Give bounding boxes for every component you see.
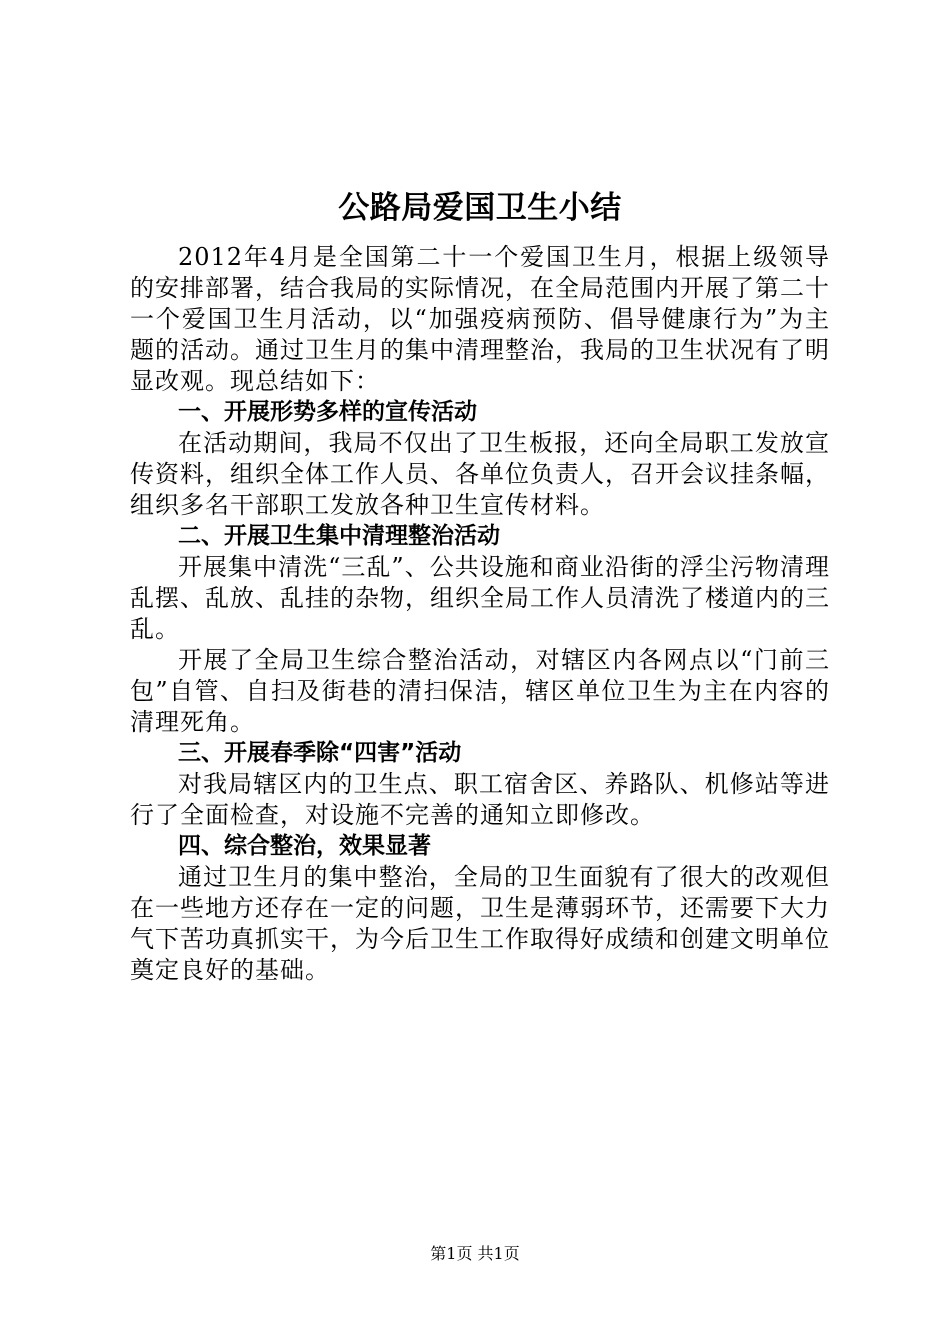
document-body (130, 180, 830, 986)
section-3-paragraph-1: 对我局辖区内的卫生点、职工宿舍区、养路队、机修站等进行了全面检查，对设施不完善的通知立即修改。 (130, 770, 830, 829)
section-1-paragraph-1: 在活动期间，我局不仅出了卫生板报，还向全局职工发放宣传资料，组织全体工作人员、各单位负责人，召开会议挂条幅，组织多名干部职工发放各种卫生宣传材料。 (130, 429, 830, 519)
section-2-paragraph-2: 开展了全局卫生综合整治活动，对辖区内各网点以“门前三包”自管、自扫及街巷的清扫保洁，辖区单位卫生为主在内容的清理死角。 (130, 646, 830, 736)
section-1-heading: 一、开展形势多样的宣传活动 (178, 399, 477, 425)
document-title: 公路局爱国卫生小结 (338, 190, 622, 226)
section-4-paragraph-1: 通过卫生月的集中整治，全局的卫生面貌有了很大的改观但在一些地方还存在一定的问题，卫生是薄弱环节，还需要下大力气下苦功真抓实干，为今后卫生工作取得好成绩和创建文明单位奠定良好的基础。 (130, 863, 830, 984)
section-2-heading: 二、开展卫生集中清理整治活动 (178, 523, 500, 549)
page-footer (0, 1243, 950, 1265)
page-number: 第1页 共1页 (430, 1244, 520, 1263)
section-4-heading: 四、综合整治，效果显著 (178, 833, 431, 859)
intro-paragraph: 2012年4月是全国第二十一个爱国卫生月，根据上级领导的安排部署，结合我局的实际情况，在全局范围内开展了第二十一个爱国卫生月活动，以“加强疫病预防、倡导健康行为”为主题的活动。通过卫生月的集中清理整治，我局的卫生状况有了明显改观。现总结如下： (130, 243, 830, 395)
section-3-heading: 三、开展春季除“四害”活动 (178, 740, 462, 766)
section-2-paragraph-1: 开展集中清洗“三乱”、公共设施和商业沿街的浮尘污物清理乱摆、乱放、乱挂的杂物，组织全局工作人员清洗了楼道内的三乱。 (130, 553, 830, 643)
